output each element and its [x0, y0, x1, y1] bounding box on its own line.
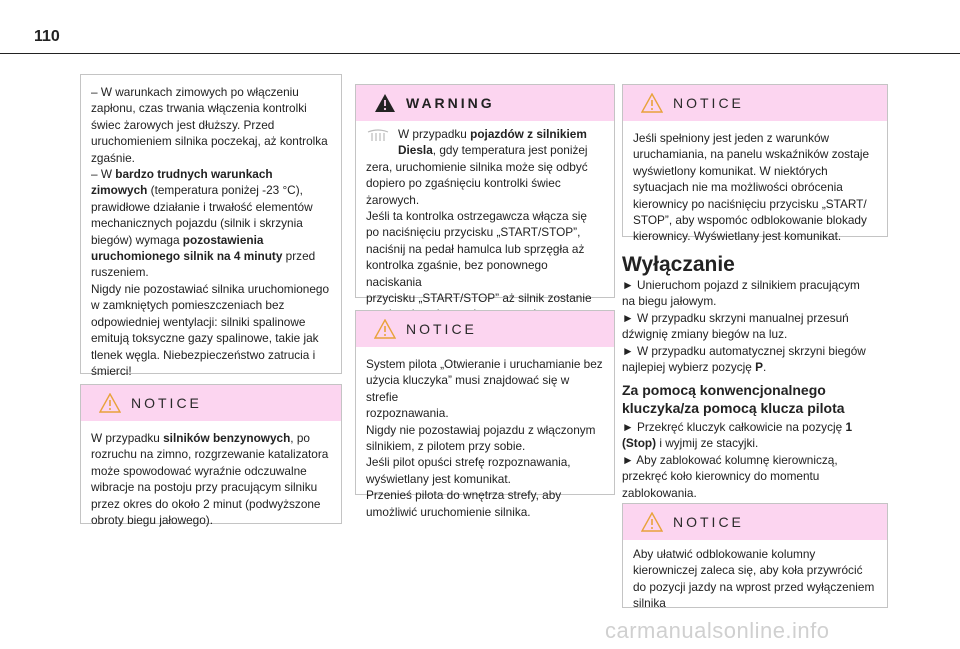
notice-box-unlock — [622, 503, 888, 611]
bold-text: pojazdów z silnikiem — [470, 127, 587, 141]
notice-remote-text: System pilota „Otwieranie i uruchamianie bez użycia kluczyka” musi znajdować się w strefie rozpoznawania. Nigdy nie pozostawiaj pojazdu z włączonym silnikiem, z pilotem przy sobie. Jeśli pilot opuści strefę rozpoznawania, wyświetlany jest komunikat. Przenieś pilota do wnętrza strefy, aby umożliwić uruchomienie silnika. — [366, 357, 603, 519]
page-number: 110 — [34, 28, 60, 45]
watermark: carmanualsonline.info — [605, 618, 830, 643]
bold-text: zimowych — [91, 183, 148, 198]
notice-box-petrol — [80, 384, 342, 528]
warning-triangle-icon — [374, 93, 396, 113]
notice-header — [81, 385, 341, 421]
shutdown-steps — [622, 277, 892, 375]
notice-box-steering — [622, 84, 888, 244]
shutdown-steps-text: ► Unieruchom pojazd z silnikiem pracującym na biegu jałowym. ► W przypadku skrzyni manualnej przesuń dźwignię zmiany biegów na luz. ► W przypadku automatycznej skrzyni biegów najlepiej wybierz pozycję P. — [622, 278, 866, 375]
notice-title: NOTICE — [673, 514, 744, 530]
notice-triangle-icon — [99, 393, 121, 413]
bold-text: (Stop) — [622, 436, 657, 451]
header-rule — [0, 53, 960, 54]
key-steps-text: ► Przekręć kluczyk całkowicie na pozycję 1 (Stop) i wyjmij ze stacyjki. ► Aby zablokować kolumnę kierowniczą, przekręć koło kierownicy do momentu zablokowania. — [622, 420, 853, 500]
notice-header — [623, 504, 887, 540]
glow-plug-warning-icon — [366, 129, 390, 143]
subsection-title-line2: kluczyka/za pomocą klucza pilota — [622, 400, 845, 416]
bold-text: bardzo trudnych warunkach — [115, 167, 273, 182]
bold-text: P — [755, 360, 763, 375]
winter-conditions-text: – W warunkach zimowych po włączeniu zapłonu, czas trwania włączenia kontrolki świec żarowych jest dłuższy. Przed uruchomieniem silnika poczekaj, aż kontrolka zgaśnie. – W bardzo trudnych warunkach zimowych (temperatura poniżej -23 °C), prawidłowe działanie i trwałość elementów mechanicznych pojazdu (silnik i skrzynia biegów) wymaga pozostawienia uruchomionego silnik na 4 minuty przed ruszeniem. Nigdy nie pozostawiać silnika uruchomionego w zamkniętych pomieszczeniach bez odpowiedniej wentylacji: silniki spalinowe emitują toksyczne gazy spalinowe, takie jak tlenek węgla. Niebezpieczeństwo zatrucia i śmierci! — [91, 85, 330, 378]
bold-text: pozostawienia — [182, 232, 264, 247]
notice-steering-text: Jeśli spełniony jest jeden z warunków uruchamiania, na panelu wskaźników zostaje wyświetlony komunikat. W niektórych sytuacjach nie ma możliwości obrócenia kierownicy po naciśnięciu przycisku „START/ STOP”, aby wspomóc odblokowanie blokady kierownicy. Wyświetlany jest komunikat. — [633, 131, 870, 244]
bold-text: silników benzynowych — [163, 431, 291, 445]
warning-header — [356, 85, 614, 121]
notice-triangle-icon — [641, 93, 663, 113]
notice-unlock-text: Aby ułatwić odblokowanie kolumny kierowniczej zaleca się, aby koła przywrócić do pozycji jazdy na wprost przed wyłączeniem silnika — [633, 547, 875, 611]
section-title: Wyłączanie — [622, 253, 735, 276]
bold-text: Diesla — [398, 143, 433, 158]
notice-triangle-icon — [641, 512, 663, 532]
winter-conditions-box — [80, 74, 342, 378]
notice-title: NOTICE — [673, 95, 744, 111]
notice-box-remote — [355, 310, 615, 519]
bold-text: 1 — [845, 420, 853, 434]
subsection-title — [622, 381, 845, 417]
notice-triangle-icon — [374, 319, 396, 339]
subsection-title-line1: Za pomocą konwencjonalnego — [622, 382, 826, 398]
notice-petrol-text: W przypadku silników benzynowych, po rozruchu na zimno, rozgrzewanie katalizatora może spowodować wyraźnie odczuwalne wibracje na postoju przy pracującym silniku przez okres do około 2 minut (podwyższone obroty biegu jałowego). — [91, 431, 329, 528]
key-steps — [622, 419, 892, 501]
warning-diesel-text: zera, uruchomienie silnika może się odbyć dopiero po zgaśnięciu kontrolki świec żarowych. Jeśli ta kontrolka ostrzegawcza włącza się po naciśnięciu przycisku „START/STOP”, naciśnij na pedał hamulca lub sprzęgła aż kontrolka zgaśnie, bez ponownego naciskania przycisku „START/STOP” aż silnik zostanie — [366, 159, 592, 306]
warning-diesel-intro: W przypadku pojazdów z silnikiem Diesla, gdy temperatura jest poniżej — [398, 127, 588, 158]
notice-title: NOTICE — [131, 395, 202, 411]
notice-header — [623, 85, 887, 121]
notice-header — [356, 311, 614, 347]
notice-title: NOTICE — [406, 321, 477, 337]
warning-box-diesel — [355, 84, 615, 306]
warning-title: WARNING — [406, 95, 495, 111]
bold-text: uruchomionego silnik na 4 minuty — [91, 249, 283, 264]
